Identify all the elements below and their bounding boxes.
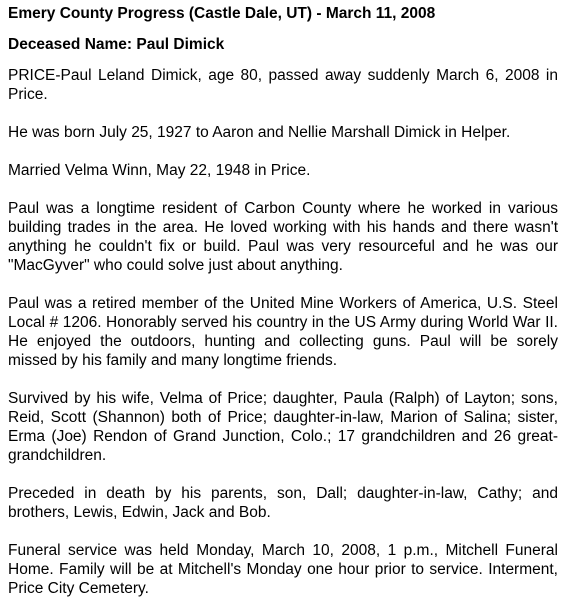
- obituary-paragraph-life: Paul was a longtime resident of Carbon County where he worked in various building trades in the area. He loved working with his hands and there wasn't anything he couldn't fix or build. Paul was very resourceful and he was our "MacGyver" who could solve just about anything.: [8, 200, 558, 274]
- obituary-paragraph-preceded: Preceded in death by his parents, son, Dall; daughter-in-law, Cathy; and brothers, Lewis, Edwin, Jack and Bob.: [8, 485, 558, 521]
- publication-title: Emery County Progress (Castle Dale, UT) - March 11, 2008: [8, 5, 436, 22]
- obituary-paragraph-survivors: Survived by his wife, Velma of Price; daughter, Paula (Ralph) of Layton; sons, Reid, Scott (Shannon) both of Price; daughter-in-law, Marion of Salina; sister, Erma (Joe) Rendon of Grand Junction, Colo.; 17 grandchildren and 26 great-grandchildren.: [8, 390, 558, 464]
- obituary-paragraph-career: Paul was a retired member of the United Mine Workers of America, U.S. Steel Local # 1206. Honorably served his country in the US Army during World War II. He enjoyed the outdoors, hunting and collecting guns. Paul will be sorely missed by his family and many longtime friends.: [8, 295, 558, 369]
- deceased-name: Deceased Name: Paul Dimick: [8, 36, 225, 53]
- obituary-paragraph-marriage: Married Velma Winn, May 22, 1948 in Price.: [8, 162, 311, 179]
- obituary-paragraph-funeral: Funeral service was held Monday, March 10, 2008, 1 p.m., Mitchell Funeral Home. Family will be at Mitchell's Monday one hour prior to service. Interment, Price City Cemetery.: [8, 542, 558, 597]
- obituary-paragraph-birth: He was born July 25, 1927 to Aaron and Nellie Marshall Dimick in Helper.: [8, 124, 511, 141]
- obituary-paragraph-intro: PRICE-Paul Leland Dimick, age 80, passed away suddenly March 6, 2008 in Price.: [8, 67, 558, 103]
